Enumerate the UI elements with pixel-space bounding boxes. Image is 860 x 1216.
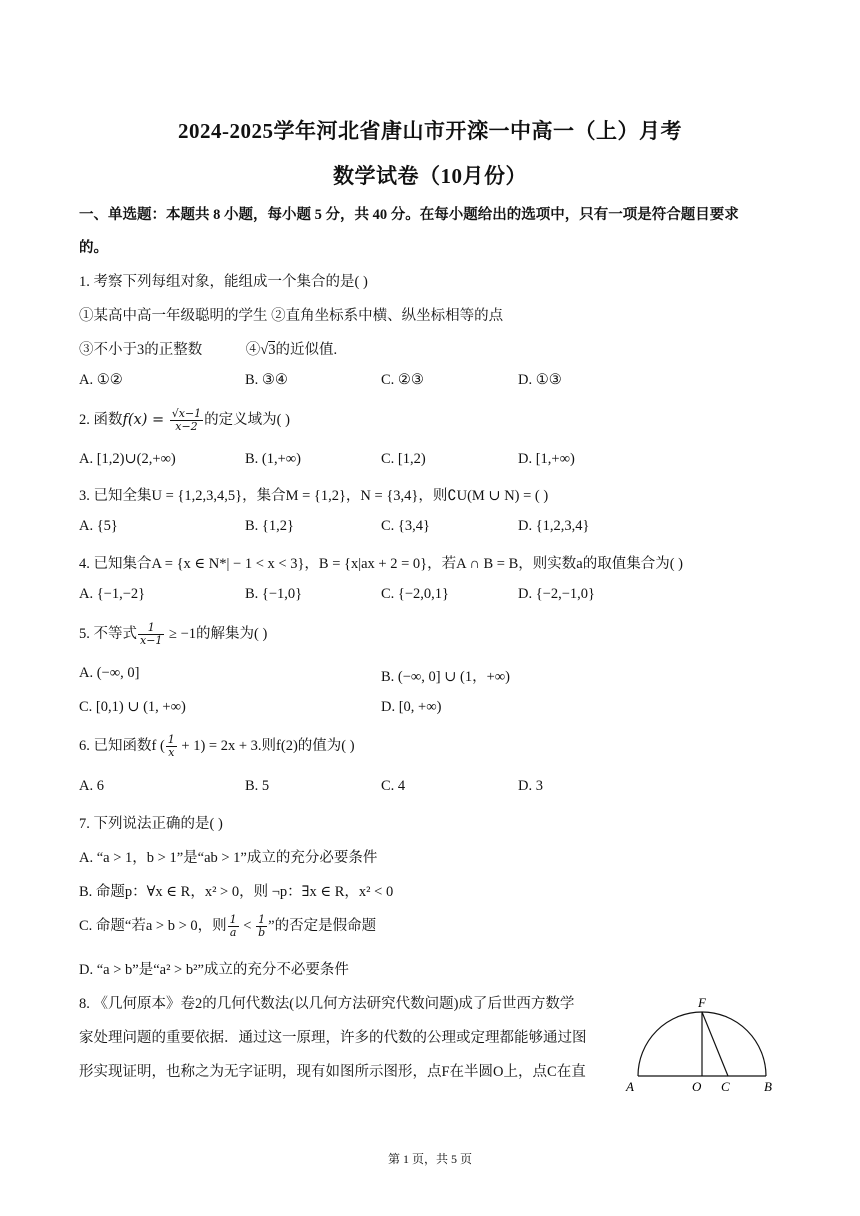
q6-option-d: D. 3 [518, 778, 543, 794]
q1-items-2a: ③不小于3的正整数 ④ [79, 342, 261, 358]
q2-stem [79, 408, 290, 433]
sqrt-icon: √ [260, 342, 269, 358]
q4-option-a: A. {−1,−2} [79, 586, 146, 602]
q8-line-3: 形实现证明，也称之为无字证明，现有如图所示图形，点F在半圆O上，点C在直 [79, 1064, 586, 1080]
q2-option-d: D. [1,+∞) [518, 451, 575, 467]
q5-stem [79, 622, 267, 647]
q2-fraction [170, 408, 203, 433]
q5-option-b: B. (−∞, 0] ∪ (1，+∞) [381, 669, 510, 685]
q7-stem: 7. 下列说法正确的是( ) [79, 816, 223, 832]
section-heading-cont: 的。 [79, 240, 108, 256]
q8-line-1: 8. 《几何原本》卷2的几何代数法(以几何方法研究代数问题)成了后世西方数学 [79, 996, 575, 1012]
q4-stem: 4. 已知集合A = {x ∈ N*| − 1 < x < 3}，B = {x|ax + 2 = 0}，若A ∩ B = B，则实数a的取值集合为( ) [79, 556, 683, 572]
q3-option-d: D. {1,2,3,4} [518, 518, 590, 534]
q7-optc-a: C. 命题“若a > b > 0，则 [79, 918, 227, 934]
q6-stem-b: + 1) = 2x + 3.则f(2)的值为( ) [177, 738, 355, 754]
q2-option-c: C. [1,2) [381, 451, 426, 467]
q1-items-2 [79, 338, 337, 359]
q5-stem-b: ≥ −1的解集为( ) [165, 626, 268, 642]
q2-option-a: A. [1,2)∪(2,+∞) [79, 451, 176, 467]
q5-option-c: C. [0,1) ∪ (1, +∞) [79, 699, 186, 715]
q5-option-d: D. [0, +∞) [381, 699, 442, 715]
q1-option-b: B. ③④ [245, 372, 288, 388]
q6-option-c: C. 4 [381, 778, 406, 794]
q6-stem [79, 734, 355, 759]
q6-frac-num: 1 [167, 733, 175, 747]
semicircle-figure [620, 992, 790, 1097]
q7-optc-mid: < [239, 918, 256, 934]
q7-frac2-num: 1 [256, 914, 267, 927]
q5-frac-den: x−1 [140, 634, 163, 648]
q4-option-b: B. {−1,0} [245, 586, 303, 602]
q7-frac1-num: 1 [229, 913, 237, 927]
q1-option-c: C. ②③ [381, 372, 424, 388]
q7-frac1-den: a [229, 926, 237, 940]
q3-stem: 3. 已知全集U = {1,2,3,4,5}，集合M = {1,2}，N = {3,4}，则∁U(M ∪ N) = ( ) [79, 488, 549, 504]
q1-items-2b: 3 [268, 342, 276, 358]
q3-option-c: C. {3,4} [381, 518, 430, 534]
q1-option-d: D. ①③ [518, 372, 562, 388]
q1-items-2c: 的近似值. [275, 342, 338, 358]
q5-fraction [138, 622, 164, 647]
q2-stem-b: 的定义域为( ) [204, 412, 290, 428]
q7-frac2 [256, 914, 267, 939]
q2-stem-a: 2. 函数 [79, 412, 123, 428]
page-title: 2024-2025学年河北省唐山市开滦一中高一（上）月考 [178, 119, 682, 143]
q7-frac1 [228, 914, 239, 939]
q6-option-a: A. 6 [79, 778, 104, 794]
q5-frac-num: 1 [138, 622, 164, 635]
label-f: F [698, 995, 706, 1010]
q8-line-2: 家处理问题的重要依据．通过这一原理，许多的代数的公理或定理都能够通过图 [79, 1030, 587, 1046]
q6-option-b: B. 5 [245, 778, 270, 794]
q2-frac-num: √x−1 [171, 407, 202, 421]
segment-fc [702, 1012, 728, 1076]
q1-option-a: A. ①② [79, 372, 123, 388]
q7-option-a: A. “a > 1，b > 1”是“ab > 1”成立的充分必要条件 [79, 850, 378, 866]
label-c: C [721, 1079, 730, 1094]
q7-option-b: B. 命题p：∀x ∈ R，x² > 0，则 ¬p：∃x ∈ R，x² < 0 [79, 884, 394, 900]
q3-option-a: A. {5} [79, 518, 118, 534]
page-subtitle: 数学试卷（10月份） [333, 164, 527, 188]
q1-items-1: ①某高中高一年级聪明的学生 ②直角坐标系中横、纵坐标相等的点 [79, 308, 504, 324]
q2-frac-den: x−2 [175, 420, 198, 434]
q7-optc-b: ”的否定是假命题 [268, 918, 377, 934]
q6-fraction [166, 734, 177, 759]
label-a: A [626, 1079, 634, 1094]
q3-option-b: B. {1,2} [245, 518, 294, 534]
label-o: O [692, 1079, 702, 1094]
q6-frac-den: x [168, 746, 175, 760]
q4-option-d: D. {−2,−1,0} [518, 586, 595, 602]
q2-fx: f(x) = [122, 412, 169, 428]
q5-option-a: A. (−∞, 0] [79, 665, 140, 681]
section-heading: 一、单选题：本题共 8 小题，每小题 5 分，共 40 分。在每小题给出的选项中，只有一项是符合题目要求 [79, 207, 739, 223]
q4-option-c: C. {−2,0,1} [381, 586, 450, 602]
label-b: B [764, 1079, 772, 1094]
q2-option-b: B. (1,+∞) [245, 451, 301, 467]
q1-stem: 1. 考察下列每组对象，能组成一个集合的是( ) [79, 274, 368, 290]
q5-stem-a: 5. 不等式 [79, 626, 137, 642]
page-footer: 第 1 页，共 5 页 [387, 1152, 472, 1166]
q6-stem-a: 6. 已知函数f ( [79, 738, 165, 754]
q7-frac2-den: b [258, 926, 266, 940]
q7-option-c [79, 914, 376, 939]
q7-option-d: D. “a > b”是“a² > b²”成立的充分不必要条件 [79, 962, 349, 978]
